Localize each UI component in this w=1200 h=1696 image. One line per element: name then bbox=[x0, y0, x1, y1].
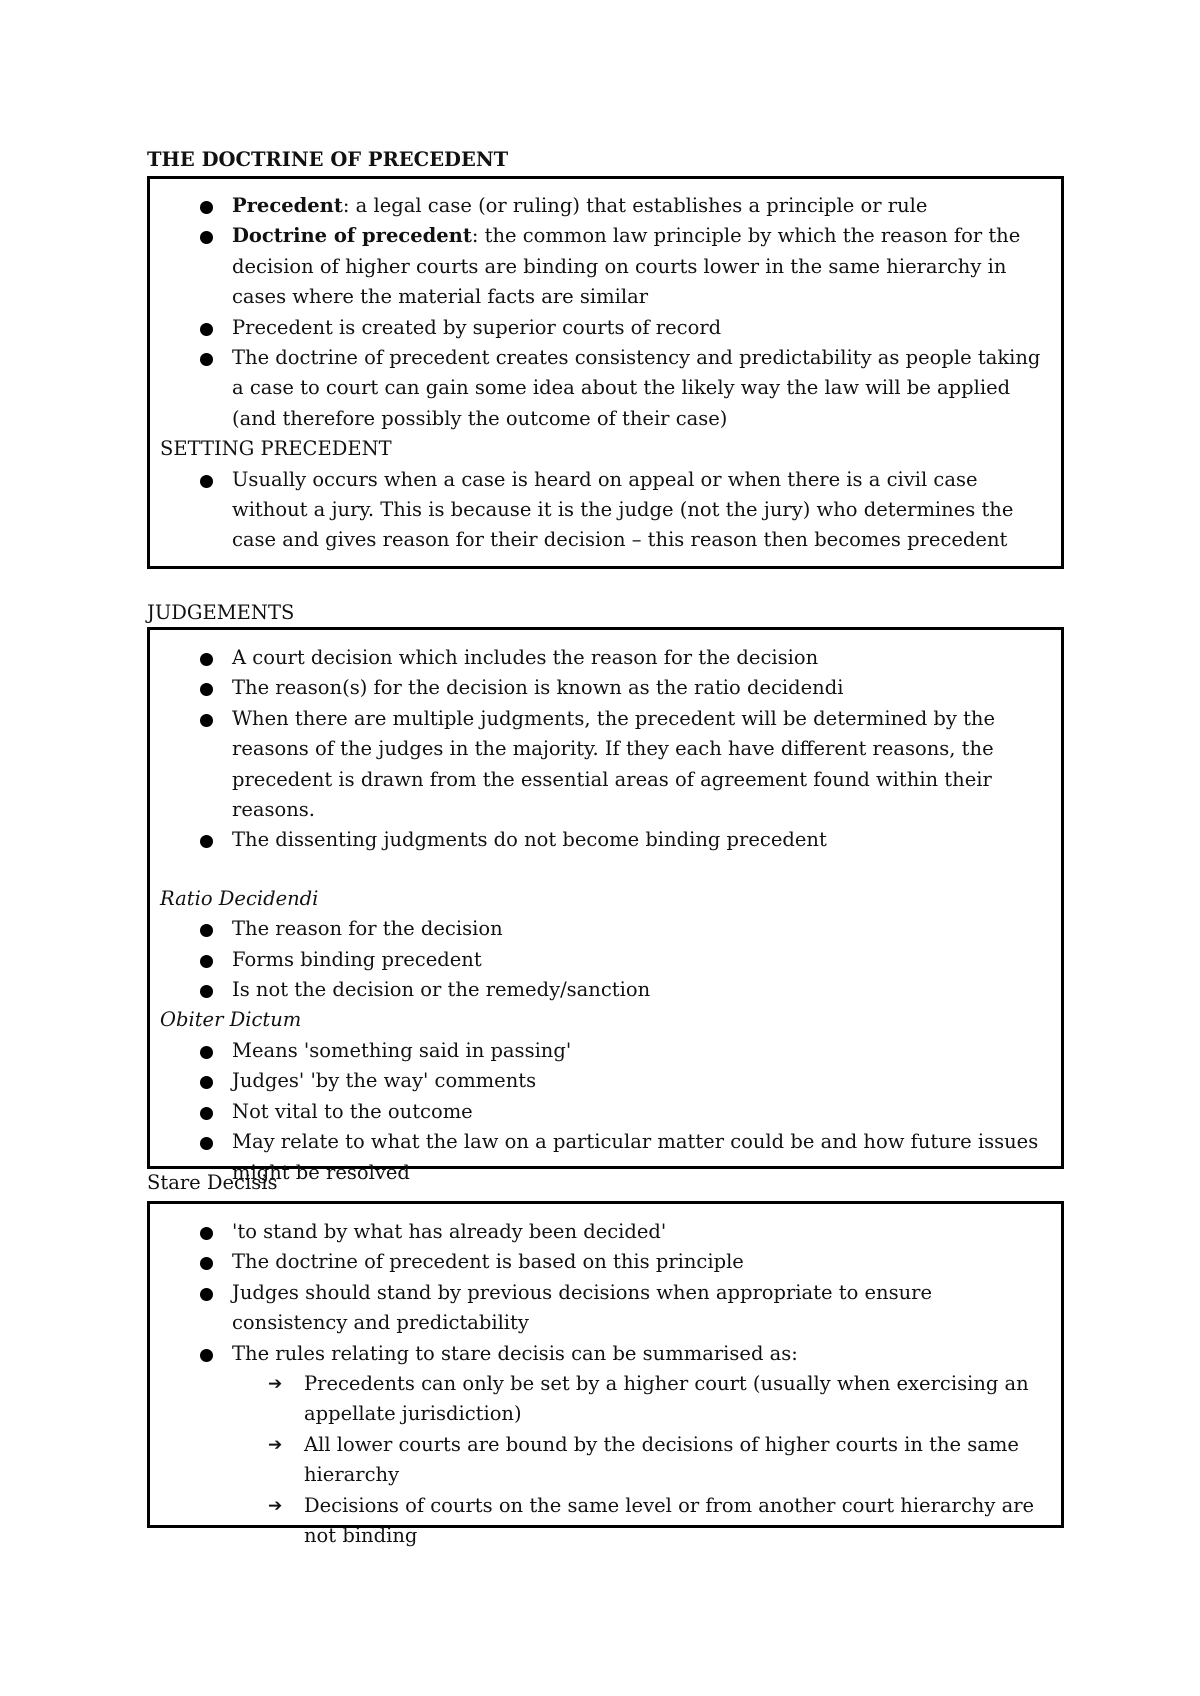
definition-text: : a legal case (or ruling) that establishes a principle or rule bbox=[342, 194, 928, 217]
doctrine-list bbox=[160, 191, 1051, 434]
section-title-doctrine: THE DOCTRINE OF PRECEDENT bbox=[147, 148, 509, 171]
list-item: A court decision which includes the reason for the decision bbox=[232, 643, 1051, 673]
list-item: When there are multiple judgments, the precedent will be determined by the reasons of the judges in the majority. If they each have different reasons, the precedent is drawn from the essential areas of agreement found within their reasons. bbox=[232, 704, 1051, 826]
list-item bbox=[232, 343, 1051, 434]
rule-text: Precedents can only be set by a higher court (usually when exercising an appellate jurisdiction) bbox=[304, 1372, 1029, 1426]
list-item: Judges' 'by the way' comments bbox=[232, 1066, 1051, 1096]
arrow-right-icon: ➔ bbox=[268, 1495, 283, 1516]
definition-text: : the common law principle by which the reason for the decision of higher courts are binding on courts lower in the same hierarchy in cases where the material facts are similar bbox=[232, 224, 1021, 309]
list-item: Usually occurs when a case is heard on appeal or when there is a civil case without a jury. This is because it is the judge (not the jury) who determines the case and gives reason for their decision – this reason then becomes precedent bbox=[232, 465, 1051, 556]
list-item: The dissenting judgments do not become binding precedent bbox=[232, 825, 1051, 855]
subheading-setting-precedent: SETTING PRECEDENT bbox=[160, 437, 392, 461]
rule-item bbox=[268, 1369, 1051, 1430]
section-title-stare-decisis: Stare Decisis bbox=[147, 1171, 278, 1194]
section-title-judgements: JUDGEMENTS bbox=[147, 601, 295, 624]
rules-list bbox=[160, 1369, 1051, 1551]
list-item: Forms binding precedent bbox=[232, 945, 1051, 975]
list-item: Is not the decision or the remedy/sanction bbox=[232, 975, 1051, 1005]
ratio-list bbox=[160, 914, 1051, 1005]
document-page bbox=[147, 148, 1064, 1548]
rule-item bbox=[268, 1491, 1051, 1552]
list-item: Judges should stand by previous decisions when appropriate to ensure consistency and predictability bbox=[232, 1278, 1051, 1339]
setting-precedent-list bbox=[160, 465, 1051, 556]
list-item-text: Precedent is created by superior courts of record bbox=[232, 315, 722, 339]
list-item: Not vital to the outcome bbox=[232, 1097, 1051, 1127]
list-item: The reason(s) for the decision is known as the ratio decidendi bbox=[232, 673, 1051, 703]
rule-item bbox=[268, 1430, 1051, 1491]
term-doctrine-of-precedent: Doctrine of precedent bbox=[232, 224, 472, 248]
rule-text: All lower courts are bound by the decisions of higher courts in the same hierarchy bbox=[304, 1432, 1019, 1487]
rule-text: Decisions of courts on the same level or from another court hierarchy are not binding bbox=[304, 1493, 1035, 1548]
arrow-right-icon: ➔ bbox=[268, 1434, 283, 1455]
subheading-ratio-decidendi: Ratio Decidendi bbox=[160, 886, 319, 910]
list-item-text: The doctrine of precedent creates consistency and predictability as people taking a case to court can gain some idea about the likely way the law will be applied (and therefore possibly the outcome of their case) bbox=[232, 346, 1041, 430]
stare-decisis-box bbox=[147, 1201, 1064, 1548]
list-item: 'to stand by what has already been decided' bbox=[232, 1217, 1051, 1247]
arrow-right-icon: ➔ bbox=[268, 1374, 283, 1395]
obiter-list bbox=[160, 1036, 1051, 1188]
list-item: Means 'something said in passing' bbox=[232, 1036, 1051, 1066]
list-item: The doctrine of precedent is based on this principle bbox=[232, 1247, 1051, 1277]
subheading-obiter-dictum: Obiter Dictum bbox=[160, 1008, 302, 1032]
list-item bbox=[232, 191, 1051, 221]
list-item bbox=[232, 221, 1051, 312]
judgements-list bbox=[160, 643, 1051, 856]
list-item: May relate to what the law on a particular matter could be and how future issues might be resolved bbox=[232, 1127, 1051, 1188]
doctrine-box bbox=[147, 176, 1064, 569]
list-item: The reason for the decision bbox=[232, 914, 1051, 944]
list-item bbox=[232, 313, 1051, 343]
term-precedent: Precedent bbox=[232, 194, 343, 217]
list-item: The rules relating to stare decisis can be summarised as: bbox=[232, 1339, 1051, 1369]
stare-decisis-list bbox=[160, 1217, 1051, 1369]
